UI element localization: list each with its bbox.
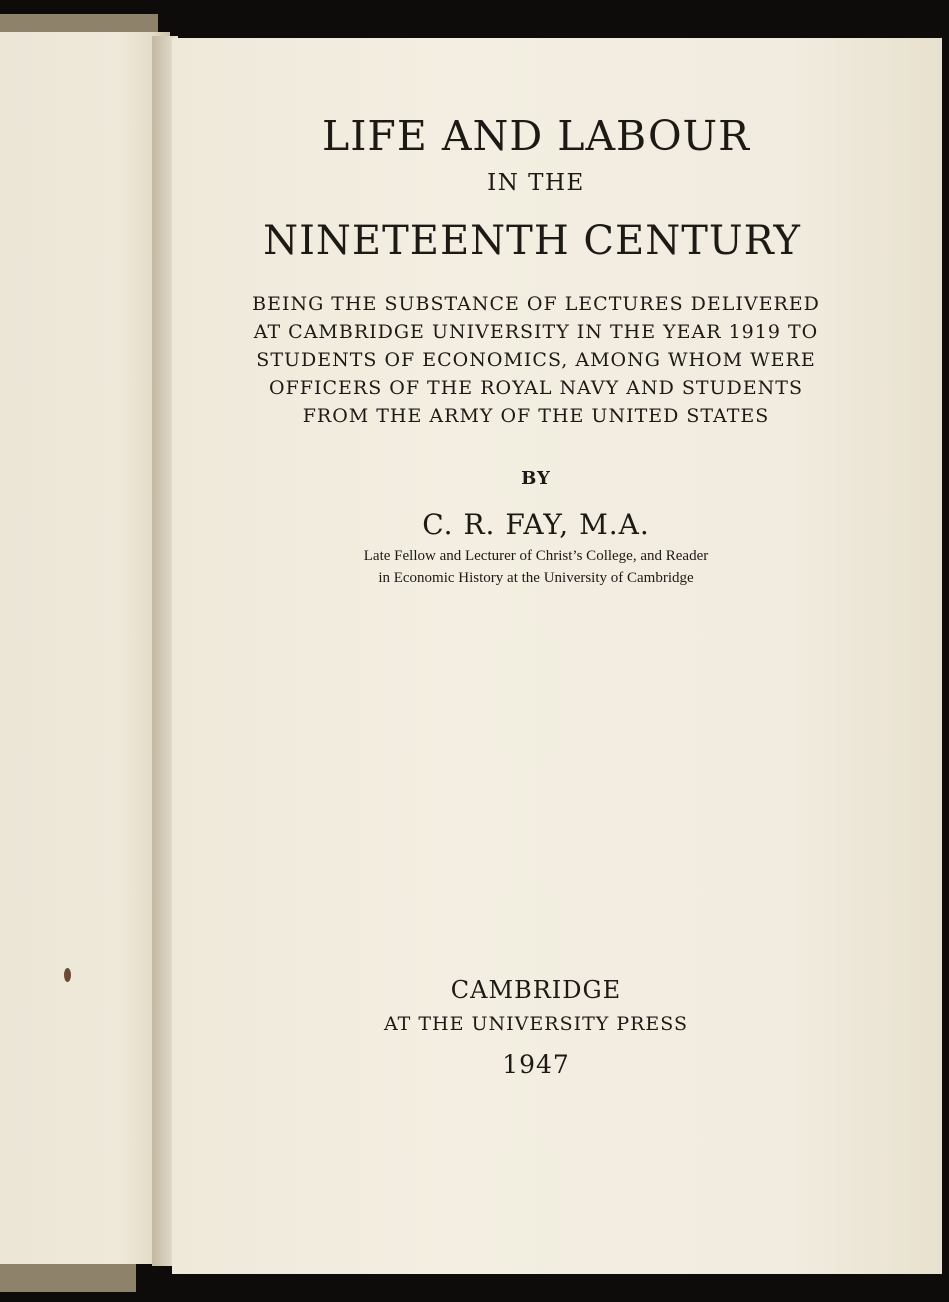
subtitle-line: STUDENTS OF ECONOMICS, AMONG WHOM WERE [256,349,816,371]
author-name: C. R. FAY, M.A. [422,508,650,541]
subtitle-line: BEING THE SUBSTANCE OF LECTURES DELIVERED [252,293,820,315]
affiliation-line: in Economic History at the University of Cambridge [378,570,694,586]
title-line-3: NINETEENTH CENTURY [263,218,801,264]
affiliation-line: Late Fellow and Lecturer of Christ’s College, and Reader [363,548,709,564]
paper-stain [64,968,71,982]
imprint-city: CAMBRIDGE [450,976,622,1004]
title-line-2: IN THE [487,170,585,196]
subtitle-line: AT CAMBRIDGE UNIVERSITY IN THE YEAR 1919 TO [253,321,819,343]
left-page [0,32,170,1264]
subtitle-line: FROM THE ARMY OF THE UNITED STATES [302,405,770,427]
author-affiliation [180,545,892,589]
title-line-1: LIFE AND LABOUR [322,112,750,160]
imprint-press: AT THE UNIVERSITY PRESS [383,1013,689,1035]
imprint-year: 1947 [502,1050,570,1079]
subtitle-line: OFFICERS OF THE ROYAL NAVY AND STUDENTS [269,377,803,399]
binding-cloth-bottom [0,1262,136,1292]
subtitle-block [180,290,892,430]
by-label: BY [521,468,551,489]
